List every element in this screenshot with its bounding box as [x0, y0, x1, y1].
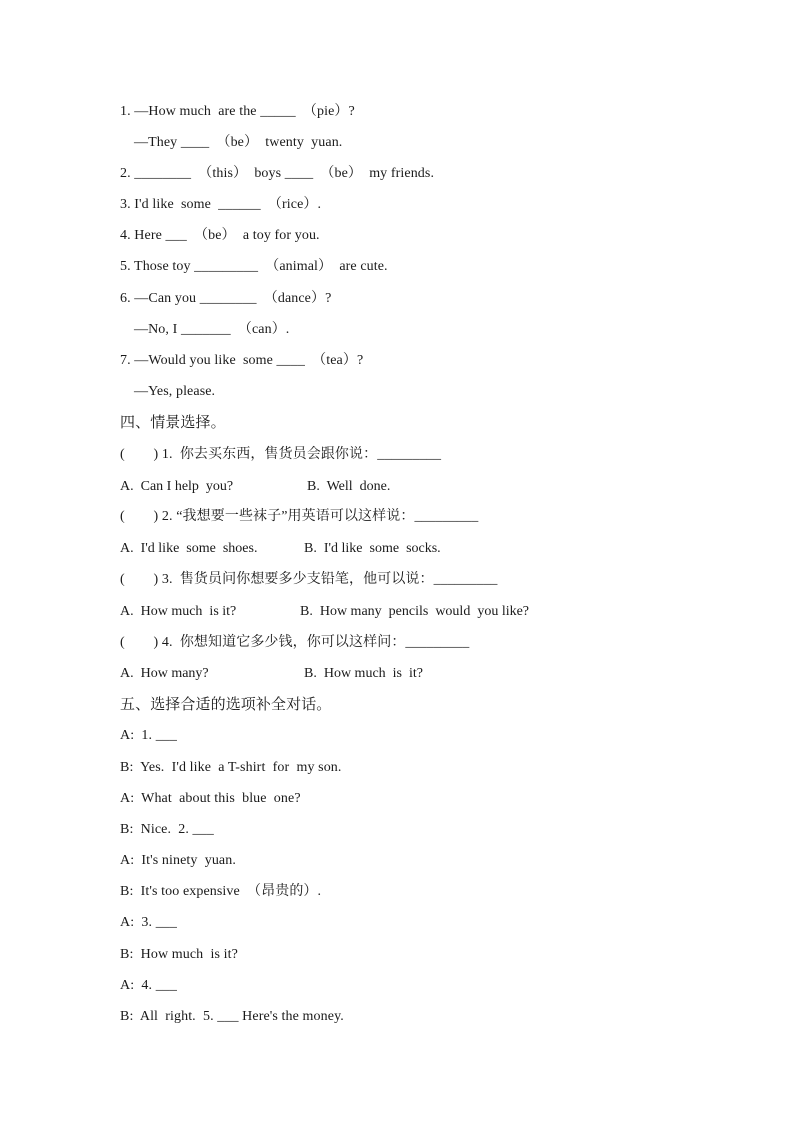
s3-line-1-answer: —They ____ （be） twenty yuan.: [134, 135, 343, 150]
s4-q1-stem: ( ) 1. 你去买东西，售货员会跟你说：_________: [120, 447, 442, 462]
s3-line-4: 4. Here ___ （be） a toy for you.: [120, 228, 320, 243]
s4-q3-option-a: A. How much is it?: [120, 604, 237, 619]
s4-q3-option-b: B. How many pencils would you like?: [300, 604, 530, 619]
s4-q4-option-b: B. How much is it?: [304, 666, 423, 681]
s5-line-1: A: 1. ___: [120, 728, 177, 743]
s4-q3-stem: ( ) 3. 售货员问你想要多少支铅笔，他可以说：_________: [120, 572, 498, 587]
s3-line-3: 3. I'd like some ______ （rice）.: [120, 197, 322, 212]
s4-q2-stem: ( ) 2. “我想要一些袜子”用英语可以这样说：_________: [120, 509, 479, 524]
s5-line-10: B: All right. 5. ___ Here's the money.: [120, 1009, 344, 1024]
s3-line-2: 2. ________ （this） boys ____ （be） my friends.: [120, 166, 435, 181]
s4-q1-option-a: A. Can I help you?: [120, 479, 234, 494]
s3-line-6: 6. —Can you ________ （dance）?: [120, 291, 332, 306]
s4-q2-option-a: A. I'd like some shoes.: [120, 541, 258, 556]
s3-line-7-answer: —Yes, please.: [134, 384, 216, 399]
s4-q2-option-b: B. I'd like some socks.: [304, 541, 441, 556]
s3-line-1: 1. —How much are the _____ （pie）?: [120, 104, 355, 119]
s4-q4-stem: ( ) 4. 你想知道它多少钱，你可以这样问：_________: [120, 635, 470, 650]
section4-title: 四、情景选择。: [120, 415, 226, 431]
s4-q1-option-b: B. Well done.: [307, 479, 391, 494]
s5-line-8: B: How much is it?: [120, 947, 238, 962]
s5-line-3: A: What about this blue one?: [120, 791, 301, 806]
s5-line-9: A: 4. ___: [120, 978, 177, 993]
s5-line-2: B: Yes. I'd like a T-shirt for my son.: [120, 760, 342, 775]
s5-line-6: B: It's too expensive （昂贵的）.: [120, 884, 322, 899]
s3-line-6-answer: —No, I _______ （can）.: [134, 322, 290, 337]
s5-line-5: A: It's ninety yuan.: [120, 853, 236, 868]
s5-line-4: B: Nice. 2. ___: [120, 822, 214, 837]
s3-line-5: 5. Those toy _________ （animal） are cute.: [120, 259, 388, 274]
section5-title: 五、选择合适的选项补全对话。: [120, 697, 332, 713]
s5-line-7: A: 3. ___: [120, 915, 177, 930]
s4-q4-option-a: A. How many?: [120, 666, 209, 681]
s3-line-7: 7. —Would you like some ____ （tea）?: [120, 353, 364, 368]
